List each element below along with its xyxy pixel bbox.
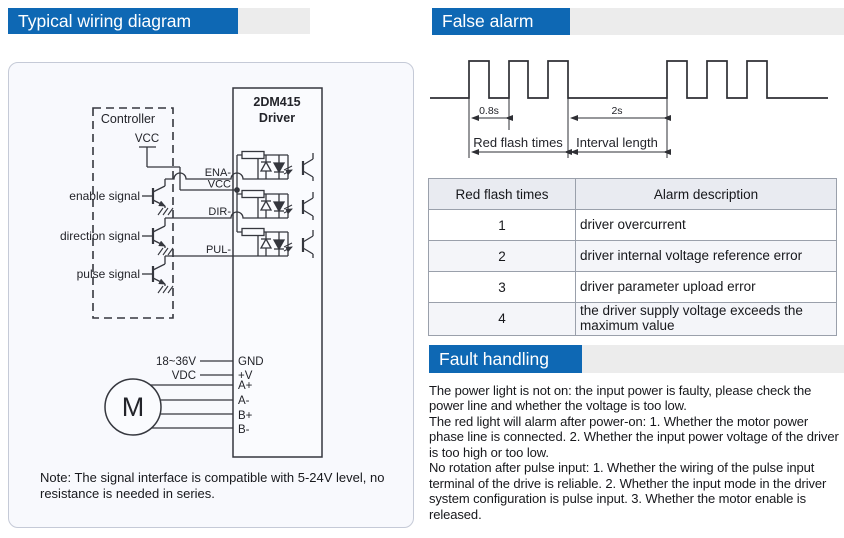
- timing-diagram: [422, 50, 844, 168]
- wiring-header-title: Typical wiring diagram: [18, 10, 192, 31]
- controller-label: Controller: [100, 112, 156, 126]
- flash-times-cell: 2: [429, 241, 576, 272]
- flash-times-cell: 4: [429, 303, 576, 336]
- resistor: [242, 191, 264, 198]
- driver-label: Driver: [258, 111, 296, 125]
- driver-model-label: 2DM415: [253, 95, 301, 109]
- controller-vcc-label: VCC: [134, 133, 160, 145]
- supply-vdc-label: VDC: [171, 370, 196, 382]
- table-header-row: [429, 179, 837, 210]
- alarm-description-cell: the driver supply voltage exceeds the maximum value: [576, 303, 837, 336]
- resistor: [242, 152, 264, 159]
- terminal-gnd: GND: [238, 356, 264, 368]
- motor-phase-wires: [150, 385, 233, 428]
- wire-label-dir: DIR-: [208, 206, 231, 218]
- table-row: [429, 241, 837, 272]
- controller-vcc-feed: [139, 147, 180, 190]
- col-header-red-flash-times: Red flash times: [429, 179, 576, 210]
- terminal-a-minus: A-: [238, 395, 250, 407]
- flash-times-cell: 1: [429, 210, 576, 241]
- motor-label: M: [121, 392, 145, 422]
- signal-label-enable: enable signal: [69, 189, 140, 203]
- signal-label-pulse: pulse signal: [76, 267, 140, 281]
- fault-handling-text: [429, 383, 844, 522]
- junction-dot: [235, 188, 239, 192]
- supply-range-label: 18~36V: [156, 356, 196, 368]
- interval-value: 2s: [611, 105, 623, 117]
- fault-paragraph-red-light: The red light will alarm after power-on: 1. Whether the motor power phase line is connected. 2. Whether the input power voltage of the driver is too high or too low.: [429, 413, 839, 460]
- alarm-description-cell: driver internal voltage reference error: [576, 241, 837, 272]
- terminal-plus-v: +V: [238, 370, 253, 382]
- wire-label-pul: PUL-: [205, 244, 231, 256]
- table-row: [429, 303, 837, 336]
- wire-label-vcc: VCC: [207, 178, 231, 191]
- alarm-description-cell: driver overcurrent: [576, 210, 837, 241]
- table-row: [429, 210, 837, 241]
- wiring-diagram: [8, 62, 414, 528]
- terminal-a-plus: A+: [238, 380, 253, 392]
- fault-handling-header-title: Fault handling: [439, 348, 549, 369]
- transistor-direction: [142, 218, 173, 255]
- flash-times-cell: 3: [429, 272, 576, 303]
- false-alarm-header: [432, 8, 570, 35]
- terminal-b-minus: B-: [238, 424, 250, 436]
- transistor-enable: [142, 179, 173, 215]
- false-alarm-header-title: False alarm: [442, 11, 534, 31]
- terminal-b-plus: B+: [238, 410, 253, 422]
- resistor: [242, 229, 264, 236]
- ground-icon: [158, 248, 173, 255]
- ground-icon: [158, 286, 173, 293]
- fault-handling-header: [429, 345, 582, 373]
- interval-length-label: Interval length: [576, 135, 658, 150]
- alarm-description-cell: driver parameter upload error: [576, 272, 837, 303]
- pulse-waveform: [430, 61, 828, 98]
- controller-box: [93, 108, 173, 318]
- fault-paragraph-power-light: The power light is not on: the input power is faulty, please check the power line and whether the voltage is too low.: [429, 383, 812, 414]
- ground-icon: [158, 208, 173, 215]
- alarm-table: [428, 178, 837, 336]
- flash-period-value: 0.8s: [479, 105, 499, 117]
- signal-label-direction: direction signal: [59, 229, 140, 243]
- table-row: [429, 272, 837, 303]
- fault-paragraph-no-rotation: No rotation after pulse input: 1. Whether the wiring of the pulse input terminal of the drive is reliable. 2. Whether the input mode in the driver system configuration is pulse input. 3. Whether the motor enable is released.: [429, 460, 827, 522]
- col-header-alarm-description: Alarm description: [576, 179, 837, 210]
- red-flash-times-label: Red flash times: [473, 135, 563, 150]
- wire-label-ena: ENA-: [204, 167, 231, 179]
- transistor-pulse: [142, 256, 173, 293]
- wiring-header: [8, 8, 238, 34]
- wiring-note: Note: The signal interface is compatible with 5-24V level, no resistance is needed in series.: [40, 470, 385, 502]
